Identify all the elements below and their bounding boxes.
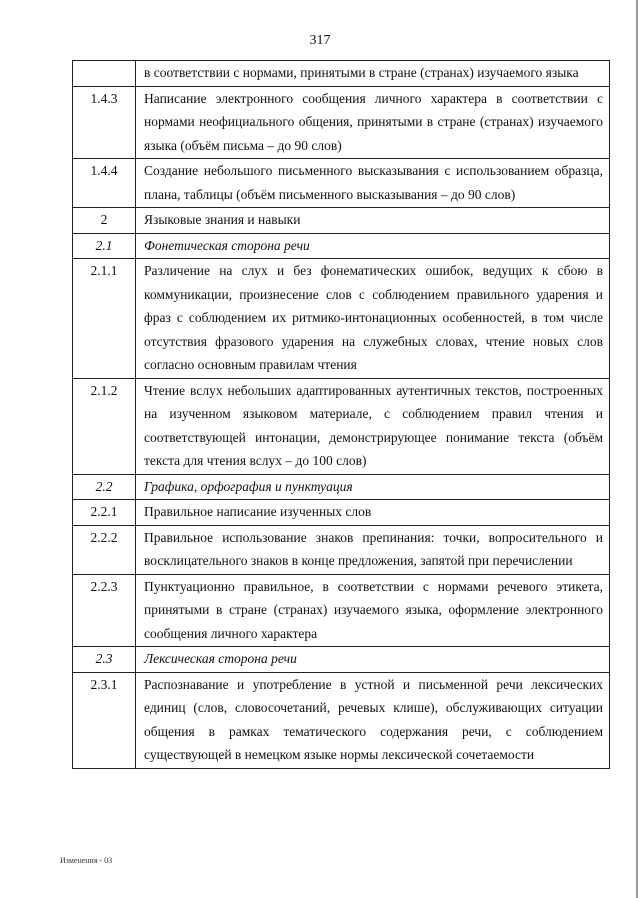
table-row xyxy=(73,500,610,526)
table-row xyxy=(73,86,610,159)
row-number: 2.3 xyxy=(73,647,136,673)
row-text: Фонетическая сторона речи xyxy=(136,233,610,259)
row-number: 2.2.1 xyxy=(73,500,136,526)
table-row xyxy=(73,647,610,673)
table-row xyxy=(73,574,610,647)
row-text: Графика, орфография и пунктуация xyxy=(136,474,610,500)
scan-edge xyxy=(636,0,638,898)
row-text: в соответствии с нормами, принятыми в стране (странах) изучаемого языка xyxy=(136,61,610,87)
table-row xyxy=(73,233,610,259)
row-number: 1.4.3 xyxy=(73,86,136,159)
table-row xyxy=(73,672,610,768)
table-row xyxy=(73,159,610,208)
row-number: 2.3.1 xyxy=(73,672,136,768)
row-number: 1.4.4 xyxy=(73,159,136,208)
row-number: 2 xyxy=(73,208,136,234)
table-row xyxy=(73,525,610,574)
row-number: 2.2.3 xyxy=(73,574,136,647)
row-text: Языковые знания и навыки xyxy=(136,208,610,234)
row-number: 2.2 xyxy=(73,474,136,500)
row-text: Чтение вслух небольших адаптированных аутентичных текстов, построенных на изученном языковом материале, с соблюдением правил чтения и соответствующей интонации, демонстрирующее понимание текста (объём текста для чтения вслух – до 100 слов) xyxy=(136,378,610,474)
curriculum-table xyxy=(72,60,610,769)
row-text: Правильное написание изученных слов xyxy=(136,500,610,526)
row-text: Различение на слух и без фонематических ошибок, ведущих к сбою в коммуникации, произнесение слов с соблюдением правильного ударения и фраз с соблюдением их ритмико-интонационных особенностей, в том числе отсутствия фразового ударения на служебных словах, чтение новых слов согласно основным правилам чтения xyxy=(136,259,610,379)
row-number: 2.1.2 xyxy=(73,378,136,474)
row-number: 2.1.1 xyxy=(73,259,136,379)
row-text: Распознавание и употребление в устной и письменной речи лексических единиц (слов, словосочетаний, речевых клише), обслуживающих ситуации общения в рамках тематического содержания речи, с соблюдением существующей в немецком языке нормы лексической сочетаемости xyxy=(136,672,610,768)
table-row xyxy=(73,61,610,87)
row-text: Пунктуационно правильное, в соответствии с нормами речевого этикета, принятыми в стране (странах) изучаемого языка, оформление электронного сообщения личного характера xyxy=(136,574,610,647)
page-footer: Изменения - 03 xyxy=(60,856,113,865)
row-number: 2.2.2 xyxy=(73,525,136,574)
row-text: Правильное использование знаков препинания: точки, вопросительного и восклицательного знаков в конце предложения, запятой при перечислении xyxy=(136,525,610,574)
page-number: 317 xyxy=(309,33,331,48)
table-row xyxy=(73,208,610,234)
table-row xyxy=(73,378,610,474)
table-row xyxy=(73,474,610,500)
table-body xyxy=(73,61,610,769)
row-number xyxy=(73,61,136,87)
row-text: Создание небольшого письменного высказывания с использованием образца, плана, таблицы (объём письменного высказывания – до 90 слов) xyxy=(136,159,610,208)
row-number: 2.1 xyxy=(73,233,136,259)
table-row xyxy=(73,259,610,379)
row-text: Написание электронного сообщения личного характера в соответствии с нормами неофициального общения, принятыми в стране (странах) изучаемого языка (объём письма – до 90 слов) xyxy=(136,86,610,159)
row-text: Лексическая сторона речи xyxy=(136,647,610,673)
